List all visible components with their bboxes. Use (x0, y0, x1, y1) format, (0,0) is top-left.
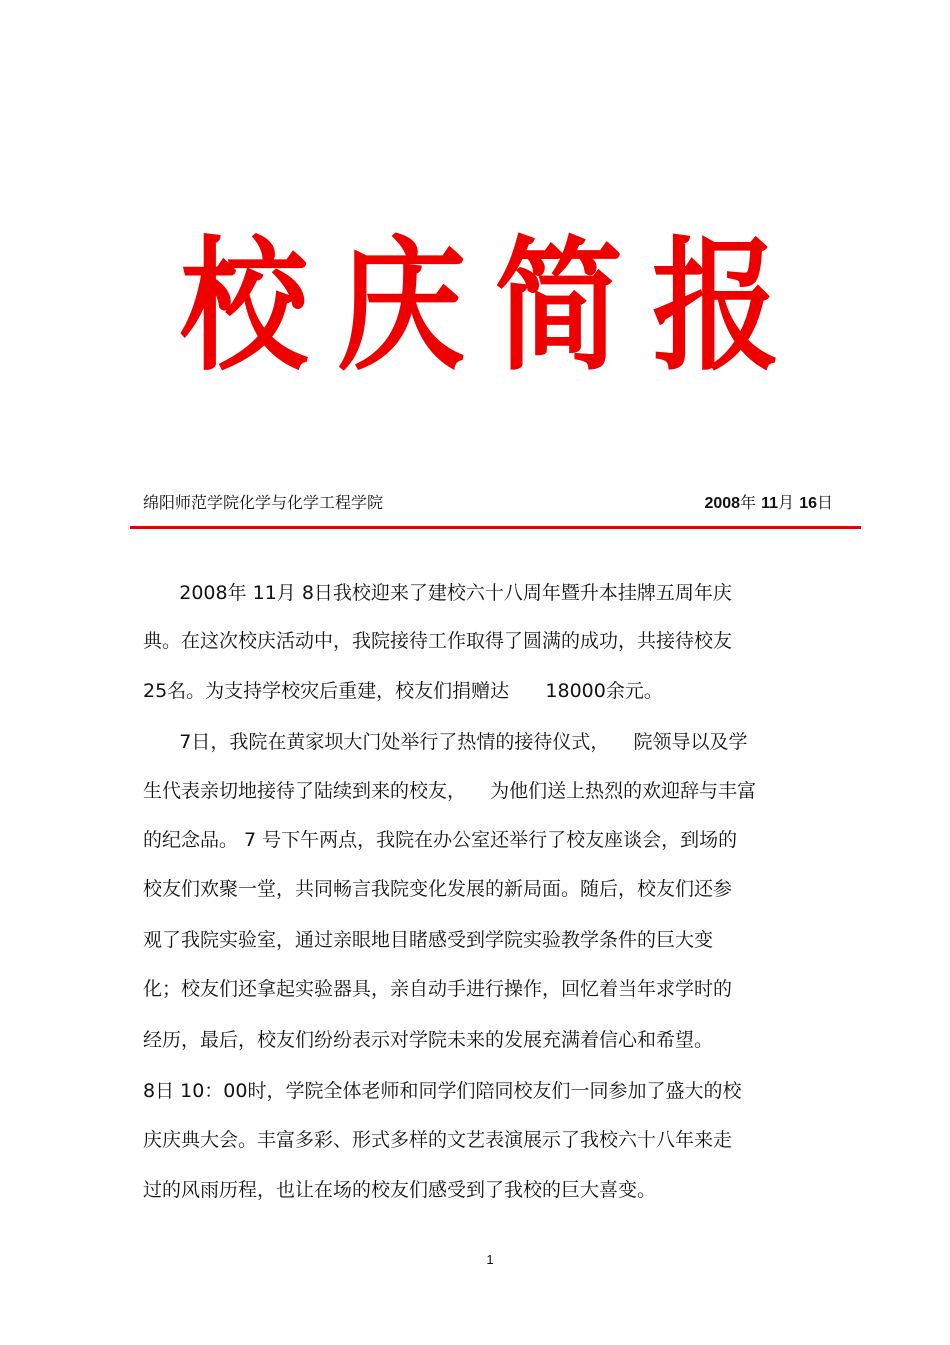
body-line: 观了我院实验室，通过亲眼地目睹感受到学院实验教学条件的巨大变 (143, 929, 714, 951)
body-line: 7日，我院在黄家坝大门处举行了热情的接待仪式， 院领导以及学 (143, 731, 748, 753)
masthead-char-3: 简 (494, 224, 623, 391)
body-line: 过的风雨历程，也让在场的校友们感受到了我校的巨大喜变。 (143, 1179, 657, 1201)
issuer-organization: 绵阳师范学院化学与化学工程学院 (143, 493, 384, 512)
body-line: 生代表亲切地接待了陆续到来的校友， 为他们送上热烈的欢迎辞与丰富 (143, 780, 757, 802)
issue-year: 2008 (704, 495, 741, 512)
body-line: 25名。为支持学校灾后重建，校友们捐赠达 18000余元。 (143, 680, 663, 702)
issue-date (704, 490, 833, 517)
body-line: 的纪念品。 7 号下午两点，我院在办公室还举行了校友座谈会，到场的 (143, 829, 738, 851)
issue-year-unit: 年 (740, 493, 757, 512)
body-line: 典。在这次校庆活动中，我院接待工作取得了圆满的成功，共接待校友 (143, 630, 733, 652)
masthead-char-4: 报 (651, 224, 780, 391)
issue-day-unit: 日 (816, 493, 833, 512)
body-line: 2008年 11月 8日我校迎来了建校六十八周年暨升本挂牌五周年庆 (143, 582, 732, 604)
body-line: 校友们欢聚一堂，共同畅言我院变化发展的新局面。随后，校友们还参 (143, 878, 733, 900)
issue-month-unit: 月 (778, 493, 795, 512)
body-line: 庆庆典大会。丰富多彩、形式多样的文艺表演展示了我校六十八年来走 (143, 1129, 733, 1151)
issue-month: 11 (761, 495, 779, 512)
masthead-char-1: 校 (180, 224, 309, 391)
masthead-char-2: 庆 (337, 224, 466, 391)
body-line: 8日 10：00时，学院全体老师和同学们陪同校友们一同参加了盛大的校 (143, 1080, 742, 1102)
issuer-header (143, 490, 833, 516)
body-line: 经历，最后，校友们纷纷表示对学院未来的发展充满着信心和希望。 (143, 1029, 714, 1051)
issue-day: 16 (799, 495, 817, 512)
header-divider (130, 526, 861, 529)
page-number: 1 (486, 1252, 494, 1267)
body-line: 化；校友们还拿起实验器具，亲自动手进行操作，回忆着当年求学时的 (143, 978, 733, 1000)
masthead-title (180, 224, 780, 391)
